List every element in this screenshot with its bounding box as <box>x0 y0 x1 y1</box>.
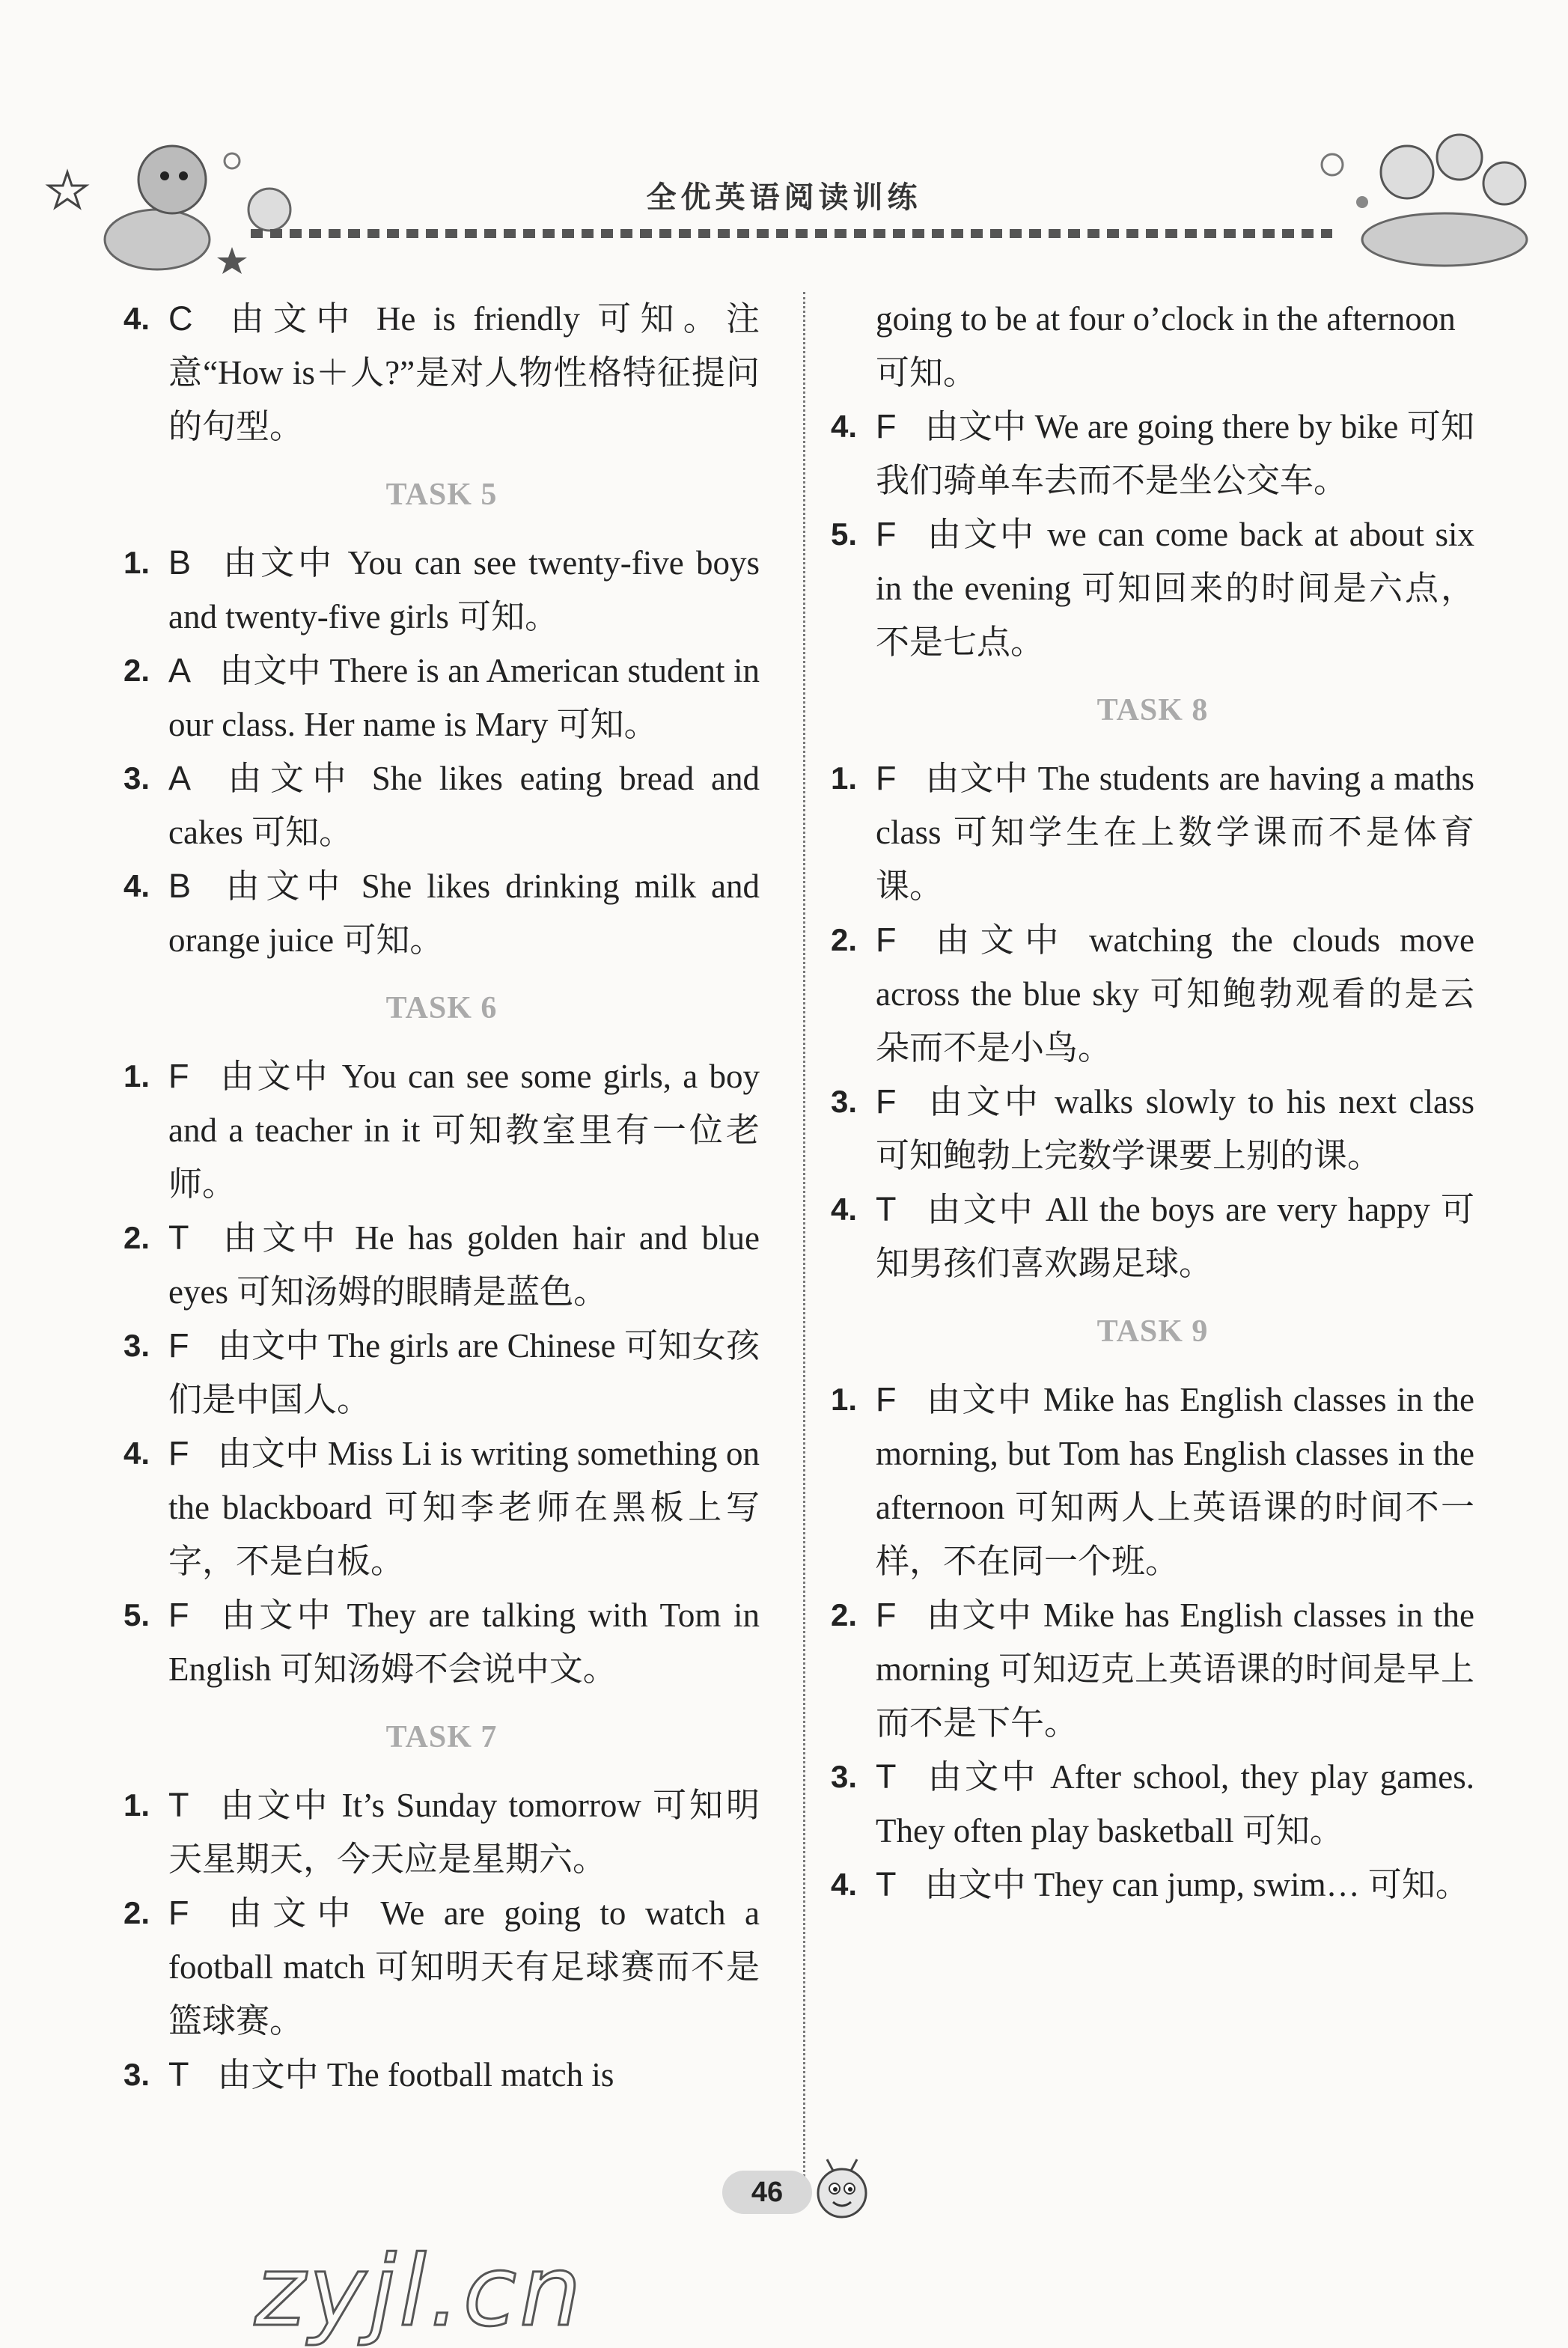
page-header <box>0 0 1568 277</box>
explanation-text: 由文中 After school, they play games. They often play basketball 可知。 <box>876 1758 1474 1850</box>
left-answer-column <box>123 292 760 2102</box>
explanation-text: 由文中 walks slowly to his next class 可知鲍勃上完数学课要上别的课。 <box>876 1083 1474 1174</box>
question-number: 5. <box>123 1597 150 1632</box>
question-number: 3. <box>831 1759 858 1794</box>
explanation-text: 由文中 watching the clouds move across the blue sky 可知鲍勃观看的是云朵而不是小鸟。 <box>876 921 1474 1067</box>
answer-item <box>123 1049 760 1211</box>
header-dashed-divider <box>251 229 1332 238</box>
answer-item <box>831 400 1474 507</box>
answer-item <box>831 1075 1474 1183</box>
explanation-text: 由文中 we can come back at about six in the evening 可知回来的时间是六点，不是七点。 <box>876 516 1474 661</box>
question-number: 4. <box>831 409 858 444</box>
explanation-text: 由文中 She likes eating bread and cakes 可知。 <box>168 760 760 851</box>
question-number: 3. <box>123 2057 150 2092</box>
answer-item <box>123 644 760 751</box>
explanation-text: 由文中 There is an American student in our class. Her name is Mary 可知。 <box>168 652 760 743</box>
explanation-text: 由文中 You can see some girls, a boy and a teacher in it 可知教室里有一位老师。 <box>168 1058 760 1203</box>
answer-letter: T <box>168 1786 189 1824</box>
explanation-text: 由文中 Mike has English classes in the morning 可知迈克上英语课的时间是早上而不是下午。 <box>876 1597 1474 1742</box>
task-heading: TASK 6 <box>385 991 498 1025</box>
question-number: 4. <box>831 1867 858 1902</box>
explanation-text: 由文中 You can see twenty-five boys and twenty-five girls 可知。 <box>168 544 760 635</box>
answer-letter: F <box>168 1326 189 1364</box>
answer-letter: A <box>168 759 192 797</box>
answer-item <box>831 1750 1474 1858</box>
question-number: 4. <box>123 301 150 336</box>
question-number: 4. <box>123 1436 150 1471</box>
answer-item <box>123 1778 760 1886</box>
question-number: 1. <box>831 1382 858 1417</box>
answer-letter: T <box>876 1865 897 1903</box>
answer-letter: F <box>168 1596 189 1634</box>
task-heading: TASK 7 <box>385 1720 498 1754</box>
explanation-text: 由文中 Miss Li is writing something on the blackboard 可知李老师在黑板上写字，不是白板。 <box>168 1435 760 1580</box>
explanation-text: 由文中 She likes drinking milk and orange juice 可知。 <box>168 867 760 959</box>
answer-item <box>831 751 1474 913</box>
question-number: 1. <box>123 1058 150 1094</box>
question-number: 3. <box>123 760 150 796</box>
question-number: 4. <box>123 868 150 903</box>
explanation-text: 由文中 They are talking with Tom in English 可知汤姆不会说中文。 <box>168 1597 760 1688</box>
explanation-text: 由文中 We are going to watch a football match 可知明天有足球赛而不是篮球赛。 <box>168 1894 760 2040</box>
right-answer-column <box>831 292 1474 1912</box>
answer-item <box>123 1427 760 1588</box>
answer-letter: F <box>876 1380 897 1418</box>
explanation-text: 由文中 The football match is <box>217 2056 614 2094</box>
page-number: 46 <box>722 2171 812 2214</box>
question-number: 2. <box>831 922 858 957</box>
question-number: 2. <box>123 1220 150 1255</box>
task-heading: TASK 9 <box>1096 1314 1209 1349</box>
explanation-text: 由文中 The students are having a maths class 可知学生在上数学课而不是体育课。 <box>876 760 1474 905</box>
question-number: 2. <box>831 1597 858 1632</box>
answer-letter: F <box>876 1082 897 1120</box>
answer-item <box>123 1319 760 1427</box>
answer-letter: C <box>168 299 193 338</box>
answer-item <box>123 1588 760 1696</box>
page-title: 全优英语阅读训练 <box>646 180 922 215</box>
answer-item <box>123 1886 760 2048</box>
answer-letter: F <box>876 759 897 797</box>
explanation-text: 由文中 We are going there by bike 可知我们骑单车去而不是坐公交车。 <box>876 408 1474 499</box>
mascot-icon <box>805 2156 879 2223</box>
answer-item <box>831 1588 1474 1750</box>
answer-item <box>831 1183 1474 1290</box>
answer-item <box>123 751 760 859</box>
answer-item <box>123 859 760 967</box>
explanation-text: 由文中 They can jump, swim… 可知。 <box>924 1866 1469 1903</box>
question-number: 4. <box>831 1192 858 1227</box>
explanation-text: 由文中 Mike has English classes in the morning, but Tom has English classes in the afternoon 可知两人上英语课的时间不一样，不在同一个班。 <box>876 1381 1474 1580</box>
answer-item <box>831 1373 1474 1588</box>
answer-letter: F <box>876 1596 897 1634</box>
answer-letter: F <box>876 407 897 445</box>
question-number: 3. <box>831 1084 858 1119</box>
task-heading: TASK 8 <box>1096 693 1209 728</box>
watermark: zyjl.cn <box>254 2234 585 2348</box>
answer-letter: A <box>168 651 192 689</box>
question-number: 5. <box>831 516 858 552</box>
question-number: 2. <box>123 1895 150 1930</box>
answer-letter: F <box>876 515 897 553</box>
explanation-text: 由文中 The girls are Chinese 可知女孩们是中国人。 <box>168 1327 760 1418</box>
question-number: 3. <box>123 1328 150 1363</box>
answer-letter: T <box>876 1757 897 1796</box>
answer-continuation: going to be at four o’clock in the afternoon 可知。 <box>876 300 1456 391</box>
answer-letter: T <box>168 2055 189 2094</box>
explanation-text: 由文中 All the boys are very happy 可知男孩们喜欢踢足球。 <box>876 1191 1474 1282</box>
answer-letter: B <box>168 543 192 582</box>
answer-item <box>831 913 1474 1075</box>
answer-item <box>123 2048 760 2102</box>
answer-item <box>831 507 1474 669</box>
answer-item <box>123 292 760 454</box>
question-number: 2. <box>123 653 150 688</box>
explanation-text: 由文中 He is friendly 可知。注意“How is＋人?”是对人物性格特征提问的句型。 <box>168 300 760 445</box>
answer-letter: F <box>876 921 897 959</box>
answer-item <box>123 536 760 644</box>
answer-letter: F <box>168 1434 189 1472</box>
answer-letter: T <box>168 1219 189 1257</box>
answer-letter: B <box>168 867 192 905</box>
answer-letter: F <box>168 1894 189 1932</box>
explanation-text: 由文中 It’s Sunday tomorrow 可知明天星期天，今天应是星期六。 <box>168 1787 760 1878</box>
answer-letter: T <box>876 1190 897 1228</box>
question-number: 1. <box>123 545 150 580</box>
task-heading: TASK 5 <box>385 478 498 512</box>
column-divider <box>803 292 805 2208</box>
answer-item <box>123 1211 760 1319</box>
answer-item <box>831 1858 1474 1912</box>
question-number: 1. <box>831 760 858 796</box>
answer-letter: F <box>168 1057 189 1095</box>
explanation-text: 由文中 He has golden hair and blue eyes 可知汤姆的眼睛是蓝色。 <box>168 1219 760 1311</box>
question-number: 1. <box>123 1787 150 1823</box>
